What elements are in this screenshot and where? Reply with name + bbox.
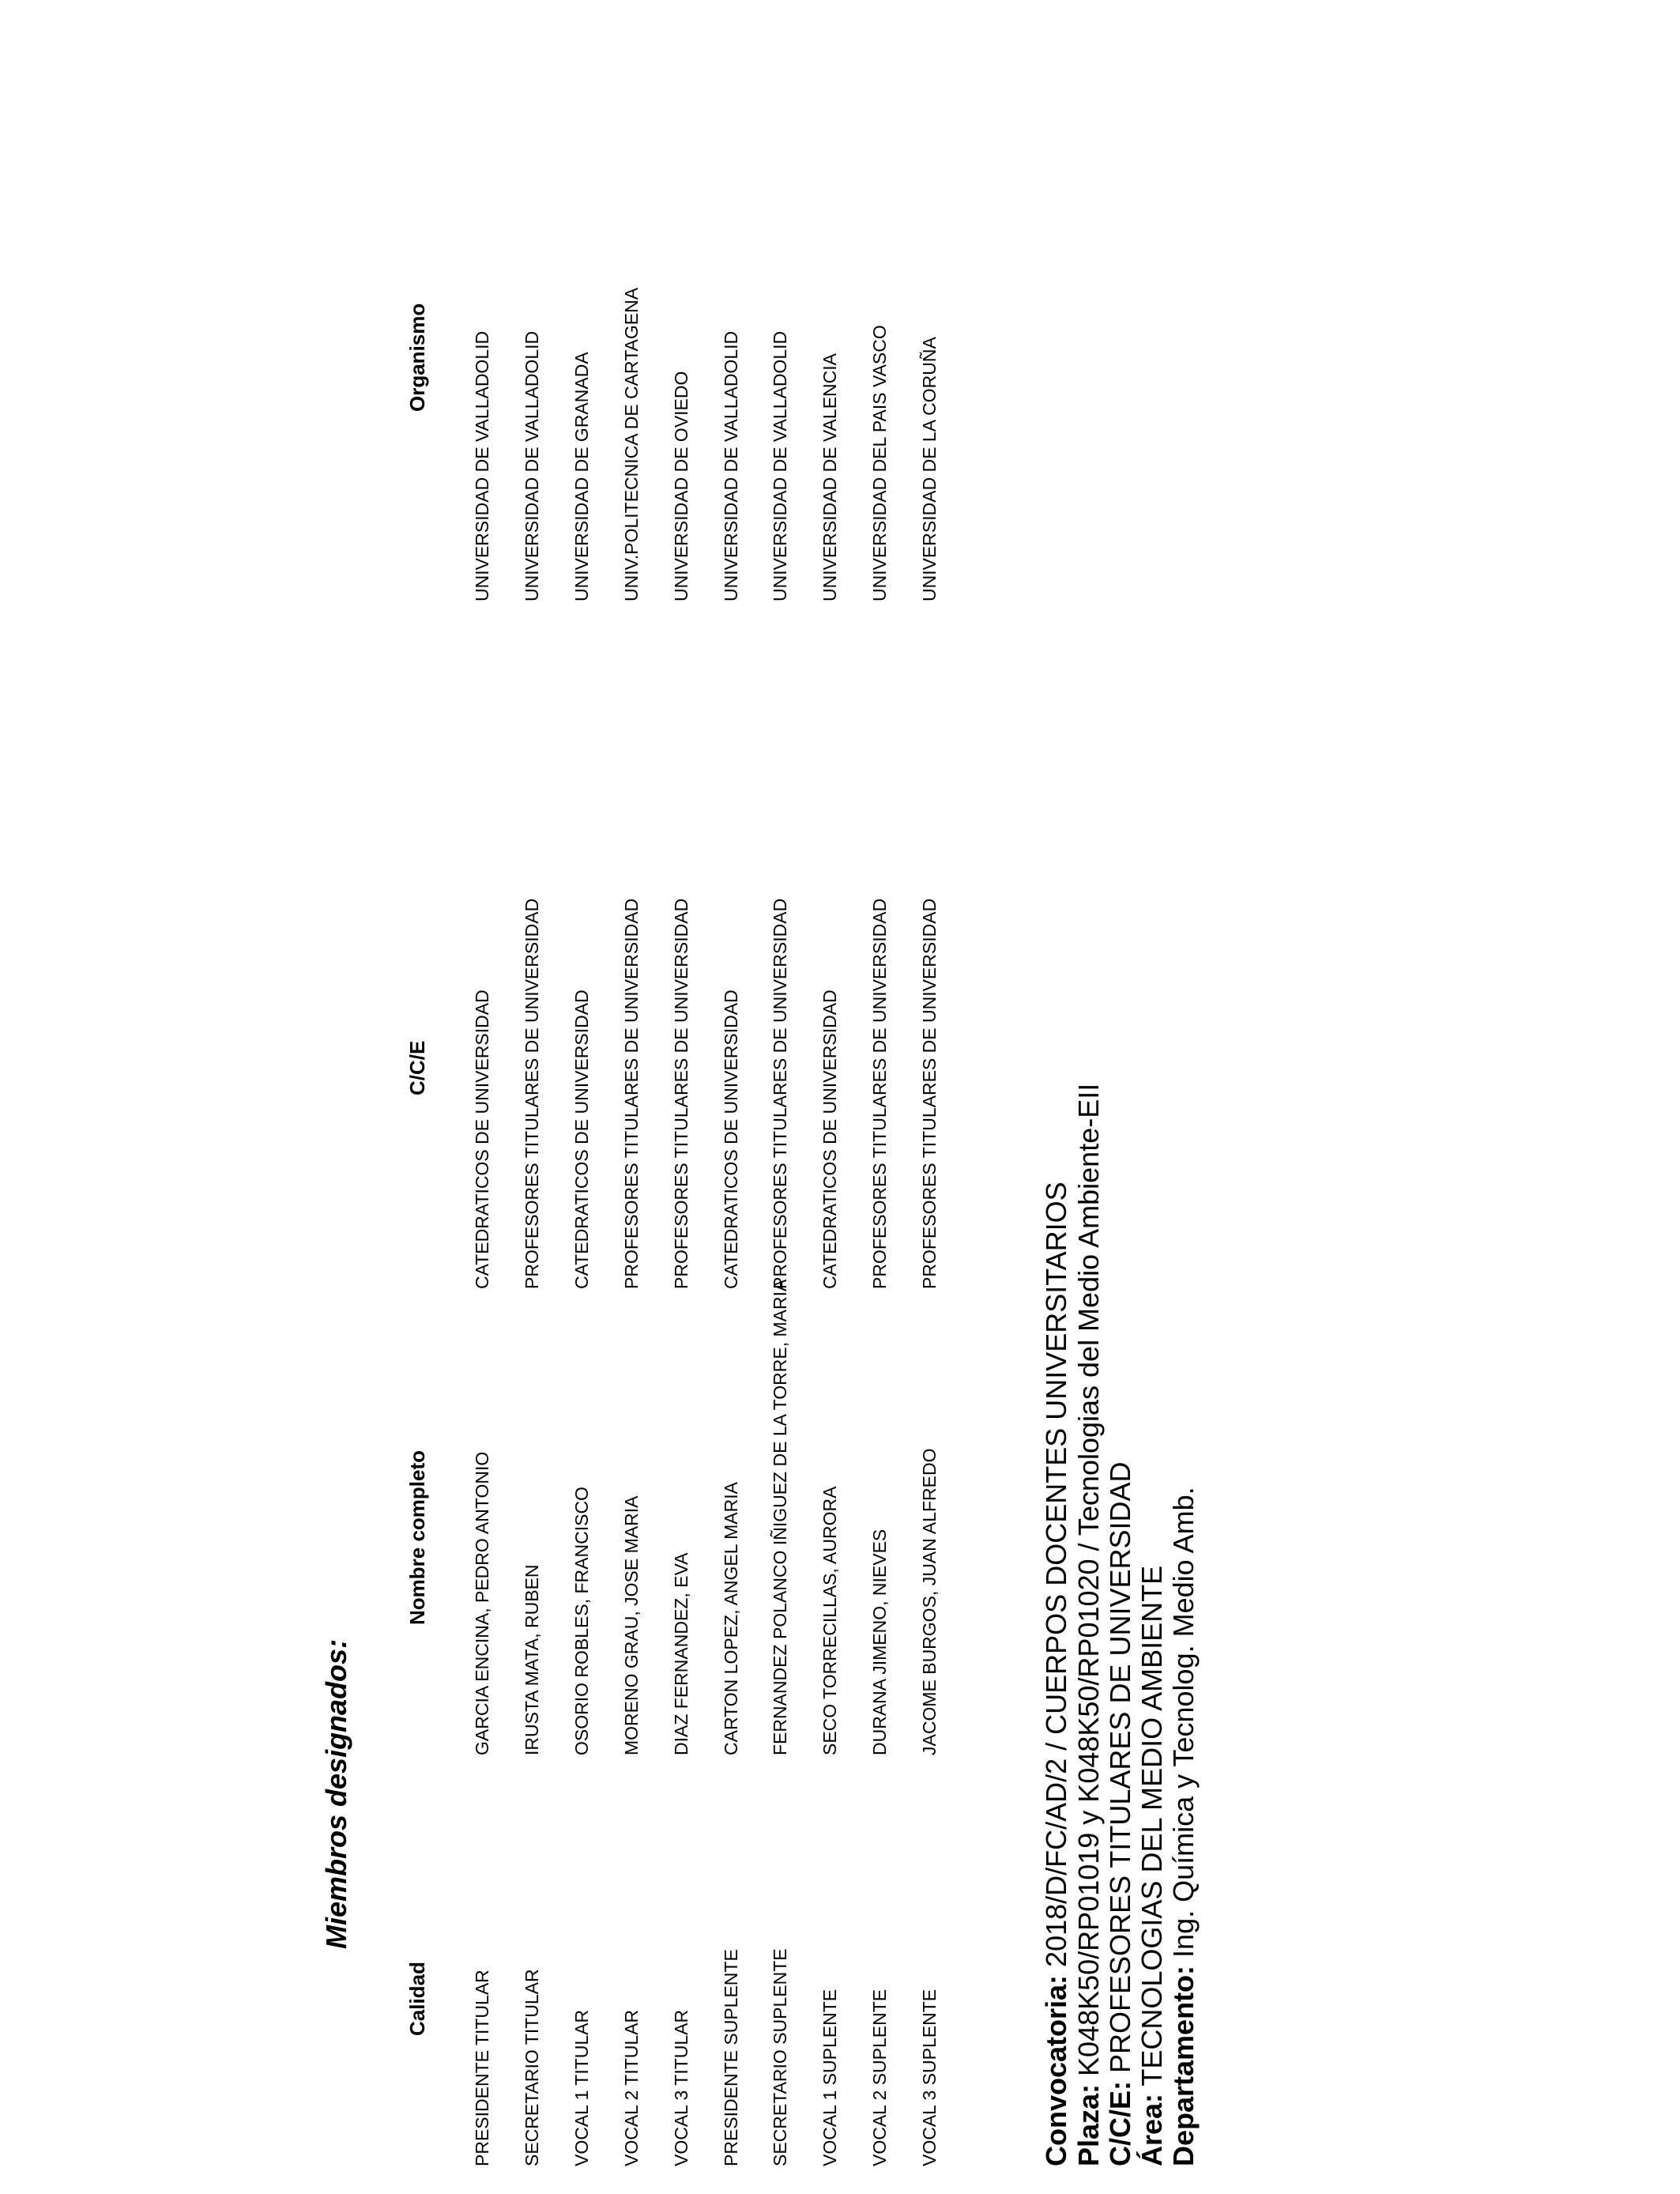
cce-value: PROFESORES TITULARES DE UNIVERSIDAD — [1104, 1461, 1136, 2081]
column-header-cce: C/C/E — [405, 1040, 429, 1095]
cell-cce: PROFESORES TITULARES DE UNIVERSIDAD — [620, 898, 642, 1289]
cell-cce: PROFESORES TITULARES DE UNIVERSIDAD — [670, 898, 691, 1289]
cell-organismo: UNIVERSIDAD DE LA CORUÑA — [919, 337, 940, 601]
cell-cce: PROFESORES TITULARES DE UNIVERSIDAD — [919, 898, 940, 1289]
plaza-value: K048K50/RP01019 y K048K50/RP01020 / Tecnologias del Medio Ambiente-EII — [1072, 1083, 1105, 2084]
cell-calidad: VOCAL 3 SUPLENTE — [919, 1989, 940, 2166]
cell-nombre: FERNANDEZ POLANCO IÑIGUEZ DE LA TORRE, MARIA — [770, 1279, 791, 1755]
header-cce — [1105, 1462, 1136, 2167]
cell-nombre: MORENO GRAU, JOSE MARIA — [620, 1495, 642, 1755]
cell-organismo: UNIVERSIDAD DE VALENCIA — [819, 353, 841, 601]
cell-calidad: PRESIDENTE SUPLENTE — [720, 1949, 741, 2166]
departamento-value: Ing. Química y Tecnolog. Medio Amb. — [1167, 1487, 1200, 1966]
area-value: TECNOLOGIAS DEL MEDIO AMBIENTE — [1136, 1565, 1168, 2094]
cell-cce: CATEDRATICOS DE UNIVERSIDAD — [472, 990, 492, 1289]
cell-organismo: UNIVERSIDAD DE VALLADOLID — [770, 330, 791, 601]
cell-nombre: DIAZ FERNANDEZ, EVA — [670, 1552, 691, 1755]
cell-organismo: UNIVERSIDAD DE VALLADOLID — [521, 330, 542, 601]
cell-nombre: OSORIO ROBLES, FRANCISCO — [571, 1487, 592, 1755]
cell-calidad: VOCAL 2 SUPLENTE — [869, 1989, 891, 2166]
cell-calidad: VOCAL 3 TITULAR — [670, 2009, 691, 2166]
cell-organismo: UNIVERSIDAD DEL PAIS VASCO — [869, 325, 891, 601]
column-header-calidad: Calidad — [405, 1962, 429, 2036]
cell-cce: PROFESORES TITULARES DE UNIVERSIDAD — [521, 898, 542, 1289]
column-header-organismo: Organismo — [405, 303, 429, 412]
header-plaza — [1073, 1084, 1105, 2166]
cell-cce: CATEDRATICOS DE UNIVERSIDAD — [720, 990, 741, 1289]
convocatoria-label: Convocatoria: — [1040, 1974, 1072, 2166]
header-convocatoria — [1041, 1182, 1072, 2166]
cell-cce: PROFESORES TITULARES DE UNIVERSIDAD — [869, 898, 891, 1289]
column-header-nombre: Nombre completo — [405, 1449, 429, 1625]
cell-nombre: IRUSTA MATA, RUBEN — [521, 1564, 542, 1755]
cell-nombre: JACOME BURGOS, JUAN ALFREDO — [919, 1448, 940, 1755]
section-title: Miembros designados: — [320, 1638, 352, 1949]
cell-calidad: VOCAL 1 SUPLENTE — [819, 1989, 841, 2166]
cell-nombre: CARTON LOPEZ, ANGEL MARIA — [720, 1482, 741, 1755]
cell-nombre: DURANA JIMENO, NIEVES — [869, 1529, 891, 1755]
cell-cce: PROFESORES TITULARES DE UNIVERSIDAD — [770, 898, 791, 1289]
cell-organismo: UNIVERSIDAD DE OVIEDO — [670, 371, 691, 601]
cell-calidad: VOCAL 2 TITULAR — [620, 2009, 642, 2166]
cell-calidad: SECRETARIO TITULAR — [521, 1969, 542, 2166]
area-label: Área: — [1136, 2093, 1168, 2166]
cell-calidad: SECRETARIO SUPLENTE — [770, 1948, 791, 2166]
cell-calidad: VOCAL 1 TITULAR — [571, 2009, 592, 2166]
convocatoria-value: 2018/D/FC/AD/2 / CUERPOS DOCENTES UNIVERSITARIOS — [1040, 1182, 1072, 1975]
cell-organismo: UNIVERSIDAD DE VALLADOLID — [472, 330, 492, 601]
cell-organismo: UNIVERSIDAD DE GRANADA — [571, 352, 592, 601]
cell-calidad: PRESIDENTE TITULAR — [472, 1970, 492, 2166]
departamento-label: Departamento: — [1167, 1965, 1200, 2166]
cce-label: C/C/E: — [1104, 2081, 1136, 2166]
plaza-label: Plaza: — [1072, 2083, 1105, 2166]
cell-organismo: UNIV.POLITECNICA DE CARTAGENA — [620, 287, 642, 601]
cell-cce: CATEDRATICOS DE UNIVERSIDAD — [571, 990, 592, 1289]
cell-cce: CATEDRATICOS DE UNIVERSIDAD — [819, 990, 841, 1289]
cell-organismo: UNIVERSIDAD DE VALLADOLID — [720, 330, 741, 601]
cell-nombre: SECO TORRECILLAS, AURORA — [819, 1486, 841, 1755]
header-departamento — [1168, 1487, 1200, 2166]
cell-nombre: GARCIA ENCINA, PEDRO ANTONIO — [472, 1451, 492, 1755]
header-area — [1136, 1566, 1168, 2166]
